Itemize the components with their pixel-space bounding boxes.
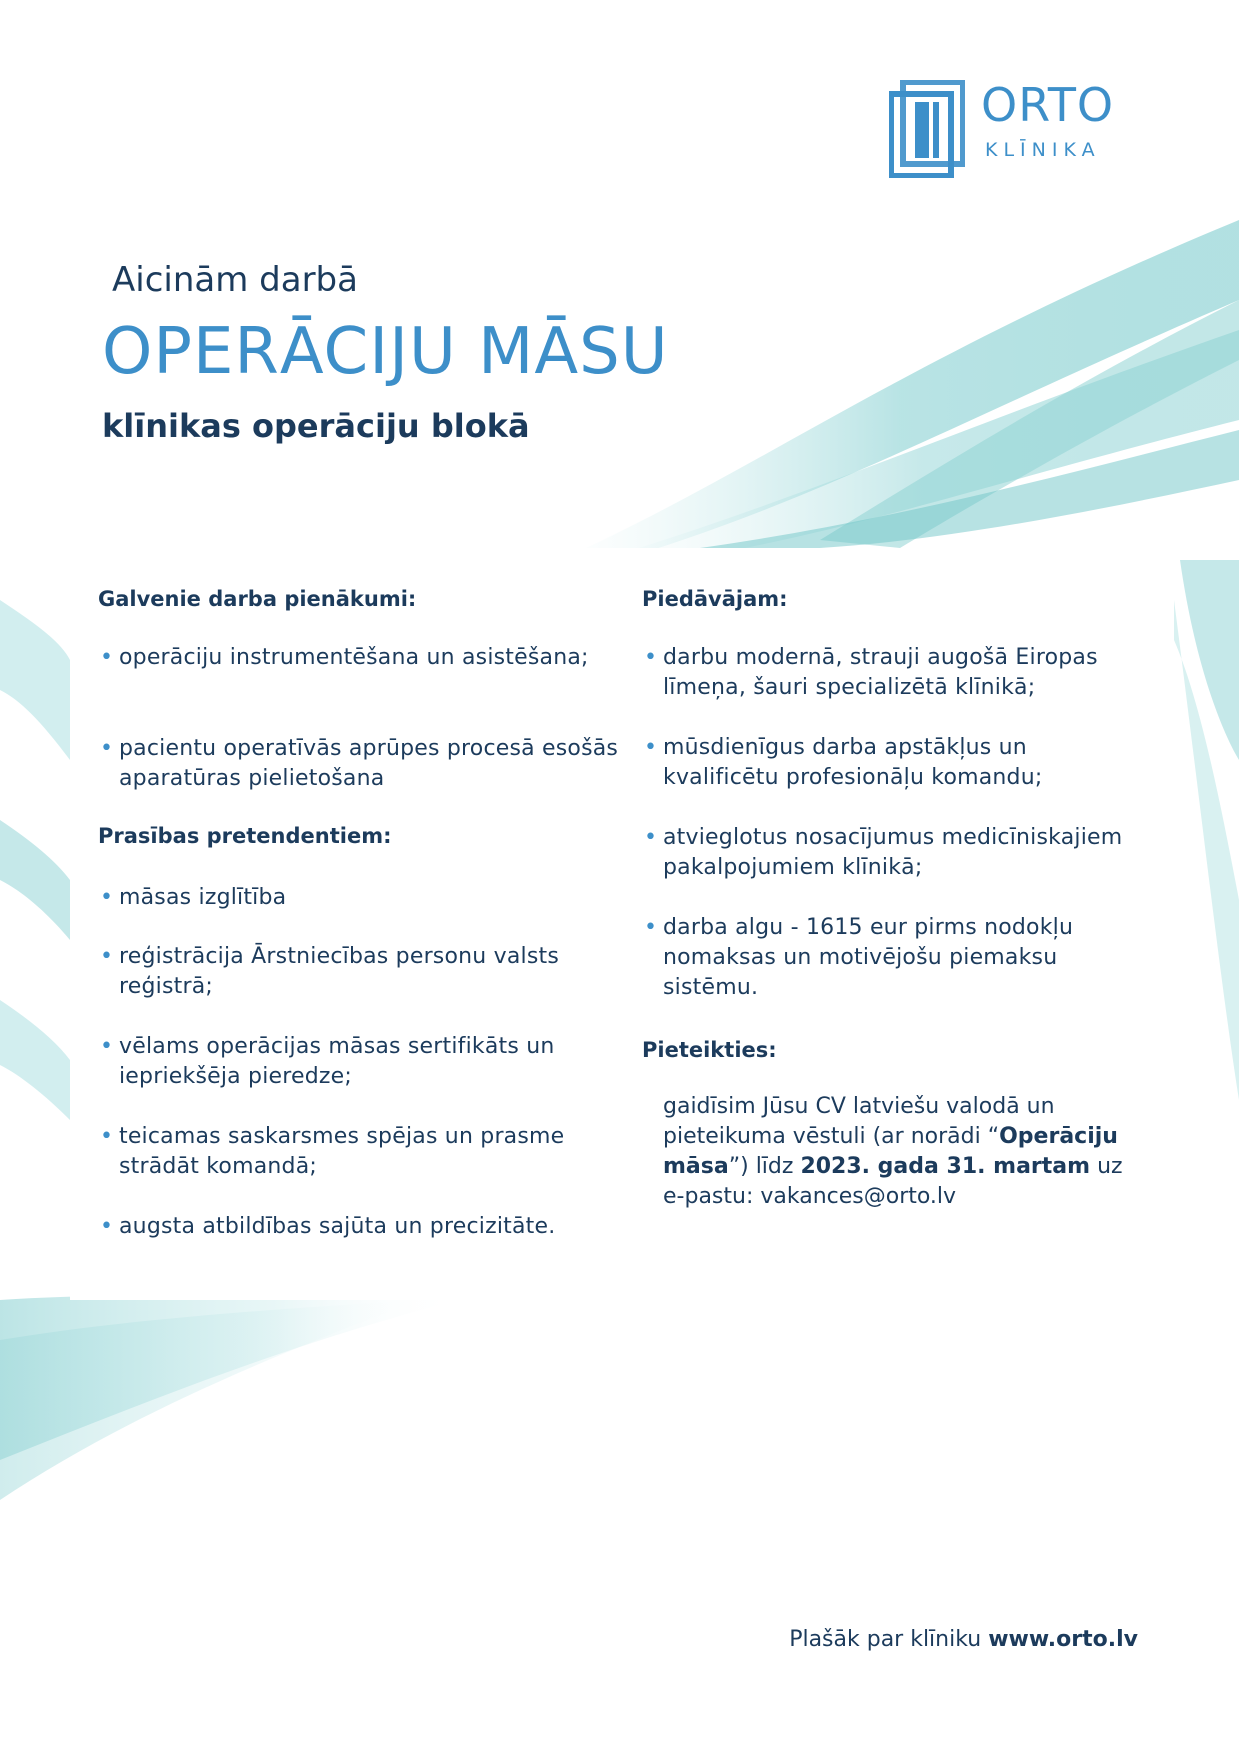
bullet-icon: •: [100, 1034, 114, 1059]
list-item: • vēlams operācijas māsas sertifikāts un iepriekšēja pieredze;: [100, 1034, 555, 1089]
bullet-icon: •: [100, 1124, 114, 1149]
content-card: [70, 548, 1174, 1300]
bullet-icon: •: [644, 735, 658, 760]
offer-title: Piedāvājam:: [642, 587, 788, 611]
list-item: • atvieglotus nosacījumus medicīniskajiem pakalpojumiem klīnikā;: [644, 825, 1123, 880]
bullet-icon: •: [100, 736, 114, 761]
invite-heading: Aicinām darbā: [112, 260, 358, 300]
list-item: • pacientu operatīvās aprūpes procesā esošās aparatūras pielietošana: [100, 736, 619, 791]
list-item: • teicamas saskarsmes spējas un prasme strādāt komandā;: [100, 1124, 565, 1179]
position-name: Operāciju māsa: [663, 1124, 1118, 1179]
list-item: • darbu modernā, strauji augošā Eiropas līmeņa, šauri specializētā klīnikā;: [644, 645, 1098, 700]
bullet-icon: •: [100, 944, 114, 969]
orto-logo: [889, 80, 1129, 180]
bullet-icon: •: [100, 885, 114, 910]
deadline: 2023. gada 31. martam: [800, 1154, 1091, 1179]
list-item: • augsta atbildības sajūta un precizitāte.: [98, 1212, 619, 1242]
list-item: • reģistrācija Ārstniecības personu valsts reģistrā;: [100, 944, 559, 999]
duties-title: Galvenie darba pienākumi:: [98, 587, 417, 611]
list-item: • operāciju instrumentēšana un asistēšana;: [98, 643, 619, 673]
website-link[interactable]: www.orto.lv: [988, 1627, 1138, 1652]
footer: [789, 1625, 1138, 1655]
position-subtitle: klīnikas operāciju blokā: [102, 407, 530, 445]
list-item: • darba algu - 1615 eur pirms nodokļu nomaksas un motivējošu piemaksu sistēmu.: [644, 915, 1074, 1000]
logo-wordmark: ORTO: [981, 78, 1115, 132]
requirements-title: Prasības pretendentiem:: [98, 824, 392, 848]
position-title: OPERĀCIJU MĀSU: [102, 315, 669, 389]
bullet-icon: •: [644, 645, 658, 670]
footer-text: Plašāk par klīniku: [789, 1627, 989, 1652]
email-link[interactable]: vakances@orto.lv: [760, 1184, 957, 1209]
bullet-icon: •: [100, 1214, 114, 1239]
logo-subtitle: KLĪNIKA: [985, 139, 1101, 161]
list-item: • māsas izglītība: [98, 883, 619, 913]
apply-text: gaidīsim Jūsu CV latviešu valodā un pieteikuma vēstuli (ar norādi “Operāciju māsa”) līdz 2023. gada 31. martam uz e-pastu: vakances@orto.lv: [663, 1094, 1123, 1209]
apply-title: Pieteikties:: [642, 1038, 777, 1062]
orto-logo-icon: [889, 80, 965, 178]
bullet-icon: •: [644, 915, 658, 940]
bullet-icon: •: [100, 645, 114, 670]
list-item: • mūsdienīgus darba apstākļus un kvalificētu profesionāļu komandu;: [644, 735, 1043, 790]
bullet-icon: •: [644, 825, 658, 850]
